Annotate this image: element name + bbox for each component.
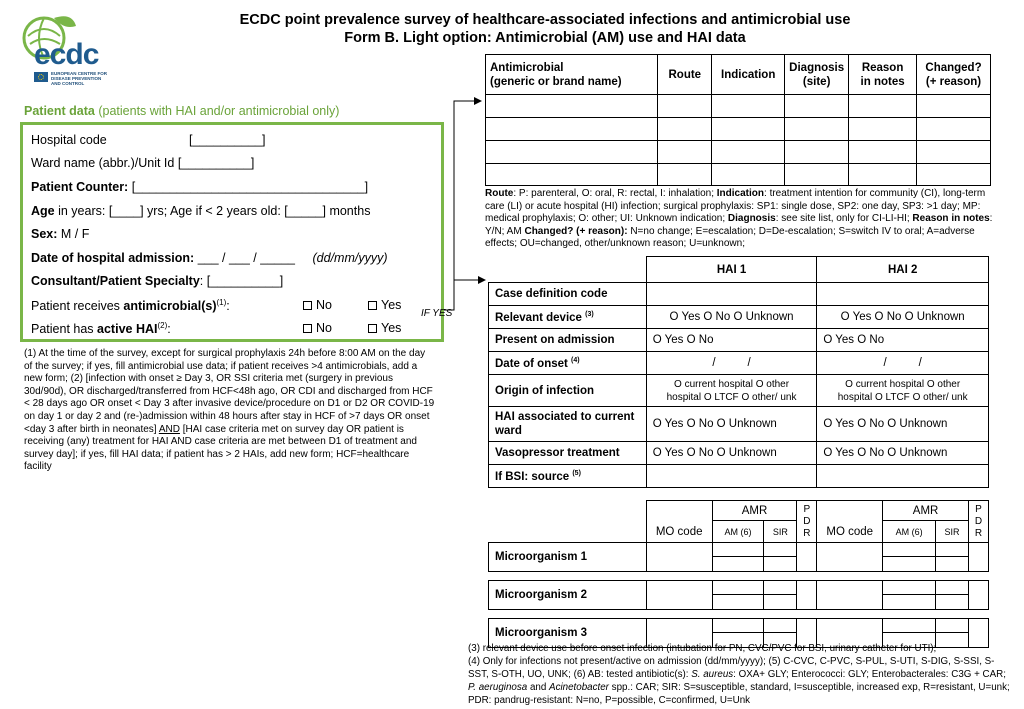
mo-code-header-1: MO code (646, 501, 712, 543)
patient-data-box (20, 122, 444, 342)
logo-subtitle: EUROPEAN CENTRE FOR (51, 71, 108, 76)
hai-yes-checkbox[interactable]: Yes (368, 321, 401, 335)
antimicrobial-table (485, 54, 991, 186)
am-header-diagnosis: Diagnosis (site) (785, 55, 849, 95)
mo-code-header-2: MO code (817, 501, 883, 543)
left-footnote: (1) At the time of the survey, except for surgical prophylaxis 24h before 8:00 AM on the day of the survey; if yes, fill antimicrobial use data; if patient receives >4 antimicrobials, add a new form; (2) [infection with onset ≥ Day 3, OR SSI criteria met (surgery in previous 30d/90d), OR discharged/transferred from HCF<48h ago, OR CDI and discharged from HCF < 28 days ago OR onset < Day 3 after invasive device/procedure on D1 or D2 OR COVID-19 on day 1 or day 2 and (re-)admission within 48 hours after stay in HCF of >7 days OR onset <day 3 after birth in neonates] AND [HAI case criteria met on survey day OR patient is receiving (any) treatment for HAI AND case criteria are met between D1 of treatment and survey day]; if yes, fill HAI data; if patient has > 2 HAIs, add new form; HCF=healthcare facility (24, 348, 435, 473)
am-row[interactable] (486, 118, 991, 141)
am-header-indication: Indication (712, 55, 785, 95)
microorganism-table (488, 500, 989, 648)
am-row[interactable] (486, 164, 991, 186)
eu-flag-icon (34, 72, 48, 82)
hai-no-checkbox[interactable]: No (303, 321, 332, 335)
patient-data-heading: Patient data (patients with HAI and/or antimicrobial only) (24, 104, 340, 118)
specialty-field[interactable]: Consultant/Patient Specialty: [__________] (31, 274, 284, 288)
hai-row-bsi-source[interactable]: If BSI: source $^{(5)}$ (489, 465, 989, 488)
am-header-antimicrobial: Antimicrobial (generic or brand name) (486, 55, 658, 95)
active-hai-row: Patient has active HAI$^{(2)}$: (31, 321, 171, 337)
am-row[interactable] (486, 141, 991, 164)
ward-name-field[interactable]: Ward name (abbr.)/Unit Id [__________] (31, 156, 255, 170)
sir-header-2: SIR (936, 521, 969, 543)
admission-date-field[interactable]: Date of hospital admission: ___ / ___ / _____ (dd/mm/yyyy) (31, 251, 388, 265)
sir-header-1: SIR (764, 521, 797, 543)
am6-header-2: AM (6) (883, 521, 936, 543)
amr-header-1: AMR (712, 501, 797, 521)
logo-subtitle: DISEASE PREVENTION (51, 76, 102, 81)
hai1-header: HAI 1 (646, 257, 817, 283)
am-row[interactable] (486, 95, 991, 118)
am-legend: Route: P: parenteral, O: oral, R: rectal, I: inhalation; Indication: treatment intention for community (CI), long-term care (LI) or acute hospital (HI) infection; surgical prophylaxis: SP1: single dose, SP2: one day, SP3: >1 day; MP: medical prophylaxis; O: other; UI: Unknown indication; Diagnosis: see site list, only for CI-LI-HI; Reason in notes: Y/N; AM Changed? (+ reason): N=no change; E=escalation; D=De-escalation; S=switch IV to oral; A=adverse effects; OU=changed, other/unknown reason; U=unknown; (485, 188, 993, 250)
micro-row[interactable]: Microorganism 3 (489, 619, 989, 633)
hai-row-associated-ward[interactable]: HAI associated to current ward O Yes O No O Unknown O Yes O No O Unknown (489, 407, 989, 442)
hai-row-relevant-device[interactable]: Relevant device $^{(3)}$ O Yes O No O Unknown O Yes O No O Unknown (489, 306, 989, 329)
pdr-header-1: P D R (797, 501, 817, 543)
hai2-header: HAI 2 (817, 257, 989, 283)
right-footnote: (3) relevant device use before onset infection (intubation for PN, CVC/PVC for BSI, urinary catheter for UTI); (4) Only for infections not present/active on admission (dd/mm/yyyy); (5) C-CVC, C-PVC, S-PUL, S-UTI, S-DIG, S-SSI, S-SST, S-OTH, UO, UNK; (6) AB: tested antibiotic(s): S. aureus: OXA+ GLY; Enterococci: GLY; Enterobacterales: C3G + CAR; P. aeruginosa and Acinetobacter spp.: CAR; SIR: S=susceptible, standard, I=susceptible, increased exp, R=resistant, U=unk; PDR: pandrug-resistant: N=no, P=possible, C=confirmed, U=Unk (468, 643, 1010, 706)
antimicrobial-yes-checkbox[interactable]: Yes (368, 298, 401, 312)
hai-row-present-on-admission[interactable]: Present on admission O Yes O No O Yes O No (489, 329, 989, 352)
logo-subtitle: AND CONTROL (51, 81, 85, 86)
sex-field[interactable]: Sex: M / F (31, 227, 90, 241)
logo-wordmark: ecdc (34, 38, 99, 71)
am6-header-1: AM (6) (712, 521, 764, 543)
if-yes-label: IF YES (421, 308, 453, 319)
pdr-header-2: P D R (968, 501, 988, 543)
hai-row-vasopressor[interactable]: Vasopressor treatment O Yes O No O Unknown O Yes O No O Unknown (489, 442, 989, 465)
patient-counter-field[interactable]: Patient Counter: [_________________________________] (31, 180, 369, 194)
am-header-changed: Changed? (+ reason) (917, 55, 991, 95)
hai-table (488, 256, 989, 488)
hai-row-origin[interactable]: Origin of infection O current hospital O other hospital O LTCF O other/ unk O current hospital O other hospital O LTCF O other/ unk (489, 375, 989, 407)
form-title: ECDC point prevalence survey of healthcare-associated infections and antimicrobial use Form B. Light option: Antimicrobial (AM) use and HAI data (239, 12, 851, 46)
receives-antimicrobials-row: Patient receives $antimicrobial(s)^{(1)}$: (31, 298, 230, 314)
micro-row[interactable]: Microorganism 2 (489, 581, 989, 595)
micro-row[interactable]: Microorganism 1 (489, 543, 989, 557)
amr-header-2: AMR (883, 501, 969, 521)
hai-row-date-of-onset[interactable]: Date of onset $^{(4)}$ / / / / (489, 352, 989, 375)
antimicrobial-no-checkbox[interactable]: No (303, 298, 332, 312)
hai-row-case-definition[interactable]: Case definition code (489, 283, 989, 306)
age-field[interactable]: Age in years: [____] yrs; Age if < 2 years old: [_____] months (31, 204, 371, 218)
am-header-route: Route (658, 55, 712, 95)
hospital-code-field[interactable]: Hospital code [__________] (31, 133, 266, 147)
am-header-reason: Reason in notes (849, 55, 917, 95)
